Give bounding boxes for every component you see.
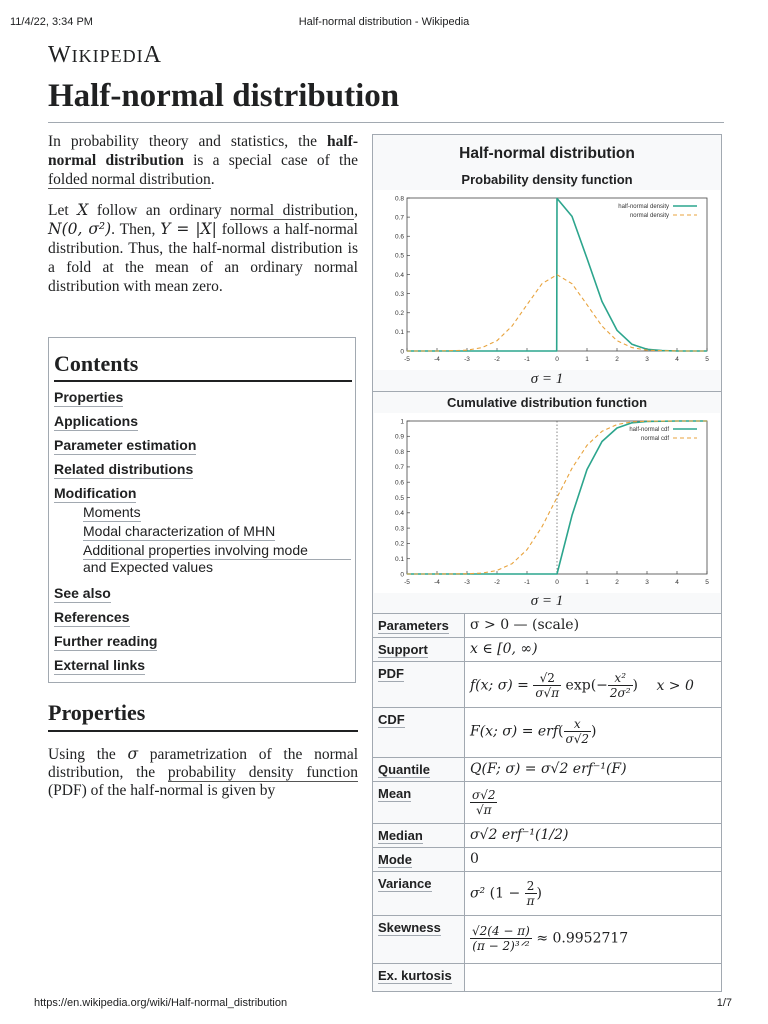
pdf-inner-denominator: 2σ² [609, 686, 631, 700]
wordmark-w: W [48, 42, 72, 68]
p2-math-y: Y = |X| [160, 220, 217, 238]
variance-numerator: 2 [525, 879, 537, 894]
x-tick-label: 1 [585, 356, 589, 363]
toc-item-further-reading[interactable]: Further reading [54, 633, 158, 649]
y-tick-label: 0.2 [394, 540, 404, 548]
value-quantile: Q(F; σ) = σ√2 erf⁻¹(F) [470, 761, 627, 777]
toc-subitem-expected-values[interactable]: and Expected values [83, 559, 213, 575]
row-pdf [373, 661, 721, 708]
x-tick-label: 0 [555, 356, 559, 363]
toc-item-related-distributions[interactable]: Related distributions [54, 461, 194, 477]
value-variance: σ² (1 − $\frac{2}{\pi}$ ) [470, 879, 542, 908]
prop-math-sigma: σ [127, 745, 139, 763]
p2-math-x: X [77, 201, 89, 219]
x-tick-label: 3 [645, 579, 649, 586]
prop-text-2: parametrization of the normal distribution, the [48, 746, 358, 781]
y-tick-label: 0.7 [394, 214, 404, 222]
infobox [372, 134, 722, 992]
label-pdf[interactable]: PDF [378, 666, 404, 681]
x-tick-label: -5 [404, 356, 410, 363]
row-kurtosis [373, 963, 721, 992]
label-mode[interactable]: Mode [378, 852, 412, 867]
row-variance [373, 871, 721, 916]
cdf-lhs: F(x; σ) = erf [470, 723, 559, 740]
title-divider [48, 122, 724, 123]
x-tick-label: -1 [524, 356, 530, 363]
p2-then: . Then, [111, 221, 161, 238]
second-paragraph: Let X follow an ordinary normal distribution, N(0, σ²). Then, Y = |X| follows a half-normal distribution. Thus, the half-normal distribution is a fold at the mean of an ordinary normal distribution with mean zero. [48, 201, 358, 295]
row-mode [373, 847, 721, 872]
pdf-exp: exp [561, 677, 591, 694]
cdf-denominator: σ√2 [565, 732, 589, 746]
row-median [373, 823, 721, 848]
x-tick-label: -3 [464, 356, 470, 363]
value-cdf: F(x; σ) = erf( $\frac{x}{\sigma√2}$ ) [470, 717, 597, 746]
x-tick-label: 0 [555, 579, 559, 586]
y-tick-label: 0.2 [394, 310, 404, 318]
toc-item-references[interactable]: References [54, 609, 130, 625]
cdf-numerator: x [564, 717, 591, 732]
x-tick-label: -1 [524, 579, 530, 586]
toc-subitem-modal-characterization[interactable]: Modal characterization of MHN [83, 523, 276, 539]
cdf-sigma-caption: σ = 1 [530, 593, 564, 609]
toc-item-parameter-estimation[interactable]: Parameter estimation [54, 437, 197, 453]
y-tick-label: 0.9 [394, 433, 404, 441]
row-parameters [373, 613, 721, 638]
intro-text-2: is a special case of the [183, 152, 358, 169]
row-cdf [373, 707, 721, 758]
intro-bold-term: half-normal distribution [48, 133, 358, 169]
wordmark-a: A [143, 42, 162, 68]
toc-divider [54, 380, 352, 382]
pdf-chart [374, 190, 720, 370]
x-tick-label: -5 [404, 579, 410, 586]
label-cdf[interactable]: CDF [378, 712, 405, 727]
label-mean[interactable]: Mean [378, 786, 412, 801]
print-page-counter: 1/7 [716, 997, 732, 1009]
toc-item-applications[interactable]: Applications [54, 413, 139, 429]
pdf-condition: x > 0 [656, 677, 694, 694]
label-support[interactable]: Support [378, 642, 428, 657]
value-kurtosis [464, 964, 722, 992]
wikipedia-wordmark[interactable] [48, 42, 162, 69]
x-tick-label: -2 [494, 356, 500, 363]
y-tick-label: 0 [400, 348, 404, 356]
legend-label-0: half-normal cdf [629, 427, 669, 433]
y-tick-label: 0.3 [394, 290, 404, 298]
x-tick-label: -4 [434, 356, 440, 363]
label-kurtosis[interactable]: Ex. kurtosis [378, 968, 452, 983]
variance-one-minus: 1 − [495, 885, 521, 902]
print-url: https://en.wikipedia.org/wiki/Half-normal_distribution [34, 997, 288, 1009]
y-tick-label: 0.1 [394, 329, 404, 337]
print-datetime: 11/4/22, 3:34 PM [10, 16, 93, 28]
cdf-caption: Cumulative distribution function [446, 395, 648, 410]
page-title: Half-normal distribution [48, 78, 400, 114]
value-pdf: f(x; σ) = $\frac{√2}{\sigma√\pi}$ exp(− $\frac{\text{x²}}{\text{2σ²}}$ ) x > 0 [470, 671, 694, 700]
pdf-inner-numerator: x² [608, 671, 633, 686]
intro-paragraph [48, 132, 358, 189]
y-tick-label: 0.6 [394, 233, 404, 241]
row-quantile [373, 757, 721, 782]
value-skewness [470, 924, 628, 953]
toc-subitem-additional-properties[interactable]: Additional properties involving mode [83, 542, 351, 560]
properties-paragraph [48, 745, 358, 800]
x-tick-label: 2 [615, 356, 619, 363]
row-support [373, 637, 721, 662]
y-tick-label: 0.5 [394, 494, 404, 502]
label-parameters[interactable]: Parameters [378, 618, 449, 633]
x-tick-label: 5 [705, 579, 709, 586]
skewness-numerator: √2(4 − π) [472, 924, 530, 938]
link-normal-distribution[interactable]: normal distribution [230, 202, 355, 219]
y-tick-label: 0.4 [394, 510, 404, 518]
toc-title: Contents [54, 351, 139, 376]
y-tick-label: 0.4 [394, 271, 404, 279]
wordmark-middle: IKIPEDI [71, 46, 144, 66]
toc-item-see-also[interactable]: See also [54, 585, 111, 601]
y-tick-label: 0.8 [394, 195, 404, 203]
pdf-lhs: f(x; σ) = [470, 677, 529, 694]
x-tick-label: -2 [494, 579, 500, 586]
p2-rest: follows a half-normal distribution. Thus, the half-normal distribution is a fold at the mean of an ordinary normal distribution with mean zero. [48, 221, 358, 295]
value-support: x ∈ [0, ∞) [470, 641, 538, 657]
toc-subitem-moments[interactable]: Moments [83, 504, 141, 520]
value-median: σ√2 erf⁻¹(1/2) [470, 827, 569, 843]
section-properties-heading: Properties [48, 700, 146, 725]
y-tick-label: 1 [400, 418, 404, 426]
value-mode: 0 [470, 851, 479, 867]
infobox-title: Half-normal distribution [459, 145, 635, 162]
pdf-sigma-caption: σ = 1 [530, 371, 564, 387]
mean-numerator: σ√2 [472, 788, 496, 802]
print-page-title: Half-normal distribution - Wikipedia [298, 16, 470, 28]
value-parameters: σ > 0 — (scale) [470, 617, 580, 633]
y-tick-label: 0.3 [394, 525, 404, 533]
cdf-chart [374, 413, 720, 593]
prop-text-1: Using the [48, 746, 128, 763]
toc-item-modification[interactable]: Modification [54, 485, 137, 501]
y-tick-label: 0.1 [394, 556, 404, 563]
x-tick-label: 1 [585, 579, 589, 586]
pdf-denominator: σ√π [535, 686, 560, 700]
row-skewness [373, 915, 721, 964]
label-median[interactable]: Median [378, 828, 423, 843]
section-properties-divider [48, 730, 358, 732]
y-tick-label: 0 [400, 571, 404, 579]
value-mean [470, 788, 497, 817]
label-quantile[interactable]: Quantile [378, 762, 431, 777]
pdf-caption: Probability density function [461, 172, 633, 187]
x-tick-label: -3 [464, 579, 470, 586]
skewness-approx: ≈ 0.9952717 [536, 930, 629, 947]
table-of-contents [48, 337, 356, 683]
toc-item-external-links[interactable]: External links [54, 657, 146, 673]
toc-item-properties[interactable]: Properties [54, 389, 124, 405]
x-tick-label: 3 [645, 356, 649, 363]
x-tick-label: 4 [675, 579, 679, 586]
intro-text-3: . [210, 171, 215, 188]
y-tick-label: 0.8 [394, 448, 404, 456]
link-probability-density-function[interactable]: probability density function [167, 764, 358, 781]
infobox-divider [373, 391, 721, 392]
legend-label-1: normal density [629, 213, 669, 219]
y-tick-label: 0.7 [394, 464, 404, 472]
x-tick-label: -4 [434, 579, 440, 586]
intro-text-1: In probability theory and statistics, the [48, 133, 327, 150]
y-tick-label: 0.5 [394, 252, 404, 260]
p2-math-n: N(0, σ²) [48, 220, 112, 238]
p2-let: Let [48, 202, 78, 219]
x-tick-label: 5 [705, 356, 709, 363]
p2-follow: follow an ordinary [88, 202, 231, 219]
legend-label-0: half-normal density [618, 204, 669, 210]
link-folded-normal[interactable]: folded normal distribution [48, 171, 211, 188]
variance-denominator: π [526, 894, 535, 908]
pdf-numerator: √2 [533, 671, 561, 686]
variance-sigma2: σ² [470, 885, 486, 902]
prop-text-3: (PDF) of the half-normal is given by [48, 782, 276, 799]
x-tick-label: 4 [675, 356, 679, 363]
y-tick-label: 0.6 [394, 479, 404, 487]
mean-denominator: √π [475, 803, 492, 817]
label-skewness[interactable]: Skewness [378, 920, 441, 935]
row-mean [373, 781, 721, 824]
x-tick-label: 2 [615, 579, 619, 586]
legend-label-1: normal cdf [640, 436, 669, 442]
skewness-denominator: (π − 2)³ᐟ² [472, 939, 530, 953]
label-variance[interactable]: Variance [378, 876, 432, 891]
